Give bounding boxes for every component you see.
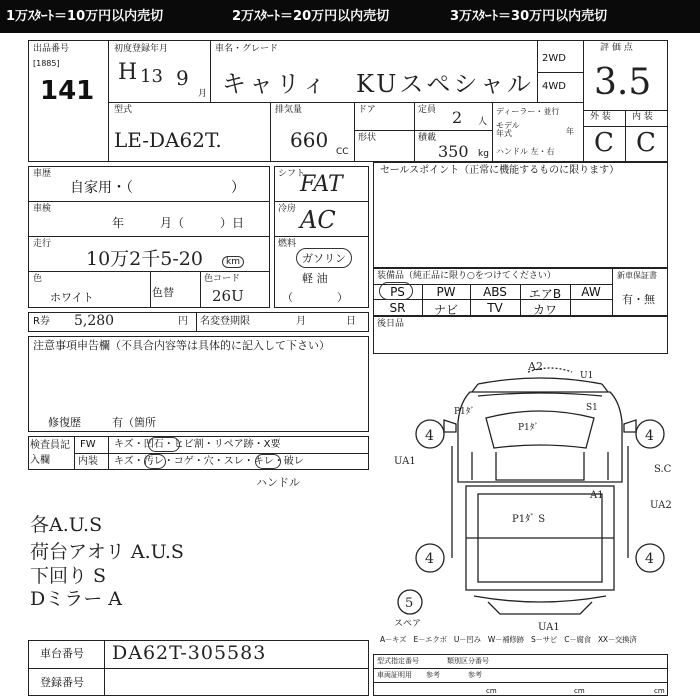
- equip-tv: TV: [487, 301, 503, 315]
- reg-month-unit: 月: [198, 89, 208, 99]
- history-value: 自家用・（ ）: [70, 180, 245, 196]
- int-row-label: 内装: [78, 456, 98, 467]
- shape-label: 形状: [358, 133, 377, 143]
- reg-label: 初度登録年月: [114, 44, 169, 54]
- chassis-label: 車台番号: [40, 647, 84, 660]
- fw-label: FW: [80, 439, 96, 450]
- mileage-label: 走行: [33, 239, 52, 249]
- banner-item-2: 2万ｽﾀｰﾄ＝20万円以内売切: [232, 9, 390, 24]
- reg-era: H: [118, 60, 138, 85]
- score-label: 評 価 点: [600, 43, 633, 53]
- fine-line-2: 車両証明用 参考 参考: [377, 671, 482, 679]
- recycle-value: 5,280: [74, 313, 115, 329]
- color-label: 色: [33, 274, 43, 284]
- int-value: C: [636, 128, 656, 158]
- equip-ps-circle: [379, 282, 413, 300]
- fw-items: キズ・凹石・ヒビ割・リペア跡・X要: [114, 439, 281, 450]
- model-label: 型式: [114, 105, 133, 115]
- capacity-value: 2: [452, 108, 463, 127]
- repair-value: 有（箇所: [112, 416, 156, 429]
- ext-value: C: [594, 128, 614, 158]
- load-value: 350: [438, 142, 469, 161]
- fuel-other: （ ）: [282, 291, 348, 304]
- cm-3: cm: [654, 687, 665, 695]
- note-4: Dミラー A: [30, 588, 122, 610]
- color-change-label: 色替: [152, 286, 174, 299]
- tax-day: 日: [346, 316, 356, 327]
- car-diagram: [394, 360, 680, 633]
- color-value: ホワイト: [50, 291, 94, 304]
- caution-label: 注意事項申告欄（不具合内容等は具体的に記入して下さい）: [33, 339, 330, 352]
- drive-2wd: 2WD: [542, 53, 566, 64]
- shaken-label: 車検: [33, 204, 52, 214]
- mileage-value: 10万2千5-20: [86, 248, 203, 270]
- reg-num-label: 登録番号: [40, 676, 84, 689]
- note-3: 下回り S: [30, 565, 107, 587]
- recycle-label: R券: [33, 316, 50, 327]
- color-code-label: 色コード: [204, 274, 241, 284]
- lot-number: 141: [40, 76, 95, 106]
- reg-month: 9: [176, 66, 189, 90]
- diag-mark-4-rr: 4: [645, 551, 654, 567]
- int-label: 内 装: [632, 112, 653, 122]
- diag-mark-s1: S1: [586, 403, 598, 413]
- name-value: キャリィ KUスペシャル: [222, 70, 534, 98]
- cm-1: cm: [486, 687, 497, 695]
- int-items: キズ・汚レ・コゲ・穴・スレ・キレ・破レ: [114, 456, 304, 467]
- repair-label: 修復歴: [48, 416, 81, 429]
- diag-mark-5-spare: 5: [405, 596, 414, 611]
- lot-label: 出品番号: [33, 44, 70, 54]
- history-label: 車歴: [33, 169, 52, 179]
- tax-label: 名変登期限: [200, 316, 250, 327]
- equip-airbag: エアB: [528, 287, 562, 301]
- int-circle-2: [255, 454, 281, 469]
- sales-point-box: [373, 162, 668, 268]
- door-label: ドア: [358, 105, 376, 115]
- ac-label: 冷房: [278, 204, 297, 214]
- banner-item-1: 1万ｽﾀｰﾄ＝10万円以内売切: [6, 9, 164, 24]
- banner-item-3: 3万ｽﾀｰﾄ＝30万円以内売切: [450, 9, 608, 24]
- reg-year: 13: [140, 66, 163, 87]
- diag-mark-a2: A2: [528, 360, 543, 373]
- equip-ps: PS: [390, 285, 405, 299]
- diag-mark-ua1-rear: UA1: [538, 622, 560, 633]
- diag-mark-p1-bed: P1ﾀﾞ S: [512, 514, 546, 525]
- displacement-value: 660: [290, 128, 329, 152]
- equip-pw: PW: [436, 285, 456, 299]
- note-2: 荷台アオリ A.U.S: [30, 541, 184, 563]
- equip-label: 装備品（純正品に限り○をつけてください）: [377, 271, 556, 281]
- diag-mark-4-rl: 4: [425, 551, 434, 567]
- equip-navi: ナビ: [433, 303, 458, 317]
- shift-label: シフト: [278, 169, 306, 179]
- load-unit: kg: [478, 149, 489, 159]
- name-label: 車名・グレード: [215, 44, 279, 54]
- shift-value: FAT: [300, 172, 343, 197]
- ac-value: AC: [300, 206, 336, 234]
- equip-leather: カワ: [532, 303, 557, 317]
- handle-label: ハンドル 左・右: [496, 147, 555, 156]
- recycle-unit: 円: [178, 316, 188, 327]
- diag-mark-sc: S.C: [654, 464, 672, 475]
- displacement-label: 排気量: [275, 105, 303, 115]
- drive-4wd: 4WD: [542, 81, 566, 92]
- diag-mark-a1: A1: [590, 490, 604, 501]
- int-circle-1: [144, 454, 166, 469]
- diag-mark-4-fr: 4: [645, 428, 654, 444]
- banner: [0, 0, 700, 33]
- load-label: 積載: [418, 133, 437, 143]
- ext-label: 外 装: [590, 112, 611, 122]
- equip-aw: AW: [581, 285, 601, 299]
- equip-abs: ABS: [483, 285, 507, 299]
- capacity-label: 定員: [418, 105, 437, 115]
- diagram-legend: A－キズ E－エクボ U－凹み W－補修跡 S－サビ C－腐食 XX－交換済: [380, 635, 637, 644]
- equip-sr: SR: [389, 301, 406, 315]
- spare-label: スペア: [394, 619, 422, 629]
- tax-month: 月: [296, 316, 306, 327]
- fine-line-1: 型式指定番号 類別区分番号: [377, 657, 489, 665]
- mileage-unit: km: [222, 256, 244, 268]
- model-year-unit: 年: [566, 127, 574, 136]
- diag-mark-p1-hood: P1ﾀﾞ: [518, 423, 539, 433]
- new-warranty-label: 新車保証書: [617, 271, 657, 280]
- dealer-label: ディーラー・並行: [496, 107, 560, 116]
- cm-2: cm: [574, 687, 585, 695]
- shaken-value: 年 月（ ）日: [112, 216, 245, 230]
- model-value: LE-DA62T.: [114, 128, 222, 152]
- fw-circle: [148, 437, 180, 452]
- diag-mark-4-fl: 4: [425, 428, 434, 444]
- new-warranty-value: 有・無: [622, 293, 655, 306]
- fuel-value: ガソリン: [296, 248, 352, 268]
- post-install-label: 後日品: [377, 319, 405, 329]
- chassis-value: DA62T-305583: [112, 642, 267, 664]
- fuel-light: 軽 油: [302, 272, 328, 285]
- displacement-unit: CC: [336, 147, 349, 157]
- diag-mark-ua2: UA2: [650, 500, 672, 511]
- post-install-box: [373, 316, 668, 354]
- color-code-value: 26U: [212, 287, 244, 305]
- diag-mark-u1: U1: [580, 371, 594, 381]
- diag-mark-ua1-left: UA1: [394, 456, 416, 467]
- note-1: 各A.U.S: [30, 514, 103, 536]
- handle-note: ハンドル: [256, 476, 300, 489]
- model-year-label: モデル年式: [496, 121, 520, 139]
- capacity-unit: 人: [478, 117, 488, 127]
- score-value: 3.5: [594, 62, 652, 103]
- sales-point-label: セールスポイント（正常に機能するものに限ります）: [380, 165, 620, 176]
- inspector-label: 検査員記入欄: [30, 440, 70, 466]
- fuel-label: 燃料: [278, 239, 297, 249]
- lot-sub: [1885]: [33, 59, 60, 68]
- diag-mark-p1-left: P1ﾀﾞ: [454, 407, 475, 417]
